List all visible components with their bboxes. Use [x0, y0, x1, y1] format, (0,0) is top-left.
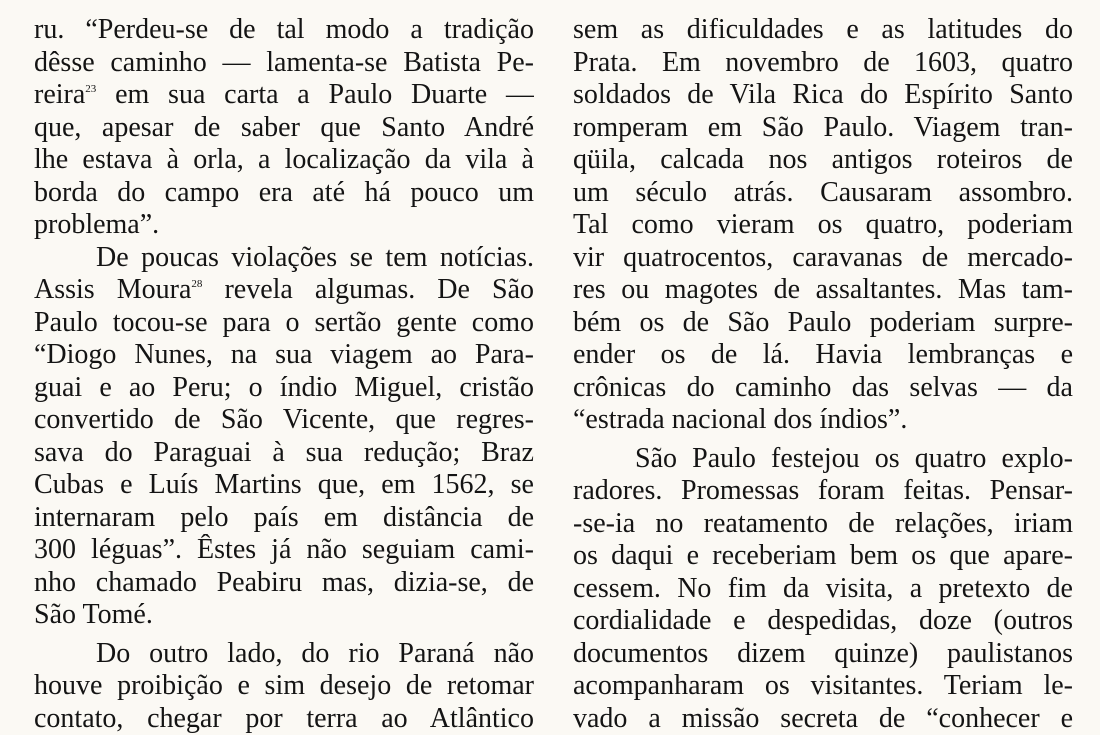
text-line: -se-ia no reatamento de relações, iriam: [573, 508, 1073, 541]
text-line: cessem. No fim da visita, a pretexto de: [573, 573, 1073, 606]
footnote-marker: 23: [85, 83, 96, 95]
text-line: vado a missão secreta de “conhecer e: [573, 703, 1073, 735]
right-column: [573, 14, 1073, 735]
footnote-lead-text: reira: [34, 79, 85, 110]
text-line: ender os de lá. Havia lembranças e: [573, 339, 1073, 372]
footnote-lead-text: Assis Moura: [34, 274, 191, 305]
text-line: houve proibição e sim desejo de retomar: [34, 670, 534, 703]
text-line: borda do campo era até há pouco um: [34, 177, 534, 210]
text-line: qüila, calcada nos antigos roteiros de: [573, 144, 1073, 177]
text-line: 300 léguas”. Êstes já não seguiam cami-: [34, 534, 534, 567]
text-line: Paulo tocou-se para o sertão gente como: [34, 307, 534, 340]
left-column: [34, 14, 534, 735]
text-line: vir quatrocentos, caravanas de mercado-: [573, 242, 1073, 275]
text-line: os daqui e receberiam bem os que apare-: [573, 540, 1073, 573]
text-line: sem as dificuldades e as latitudes do: [573, 14, 1073, 47]
text-line-with-footnote: [34, 79, 534, 112]
text-line: Cubas e Luís Martins que, em 1562, se: [34, 469, 534, 502]
text-line: bém os de São Paulo poderiam surpre-: [573, 307, 1073, 340]
text-line: problema”.: [34, 209, 534, 242]
text-line-remainder: em sua carta a Paulo Duarte —: [115, 79, 534, 110]
text-line: cordialidade e despedidas, doze (outros: [573, 605, 1073, 638]
text-line: Prata. Em novembro de 1603, quatro: [573, 47, 1073, 80]
paragraph-first-line: De poucas violações se tem notícias.: [34, 242, 534, 275]
text-line: que, apesar de saber que Santo André: [34, 112, 534, 145]
text-line: res ou magotes de assaltantes. Mas tam-: [573, 274, 1073, 307]
text-line: contato, chegar por terra ao Atlântico: [34, 703, 534, 735]
text-line: crônicas do caminho das selvas — da: [573, 372, 1073, 405]
text-line: lhe estava à orla, a localização da vila à: [34, 144, 534, 177]
text-line: nho chamado Peabiru mas, dizia-se, de: [34, 567, 534, 600]
text-line: soldados de Vila Rica do Espírito Santo: [573, 79, 1073, 112]
text-line: “Diogo Nunes, na sua viagem ao Para-: [34, 339, 534, 372]
text-line: dêsse caminho — lamenta-se Batista Pe-: [34, 47, 534, 80]
paragraph-first-line: São Paulo festejou os quatro explo-: [573, 443, 1073, 476]
text-line: sava do Paraguai à sua redução; Braz: [34, 437, 534, 470]
paragraph-first-line: Do outro lado, do rio Paraná não: [34, 638, 534, 671]
text-line: acompanharam os visitantes. Teriam le-: [573, 670, 1073, 703]
text-line: romperam em São Paulo. Viagem tran-: [573, 112, 1073, 145]
text-line: ru. “Perdeu-se de tal modo a tradição: [34, 14, 534, 47]
text-line: São Tomé.: [34, 599, 534, 632]
text-line-with-footnote: [34, 274, 534, 307]
text-line: convertido de São Vicente, que regres-: [34, 404, 534, 437]
text-line: “estrada nacional dos índios”.: [573, 404, 1073, 437]
text-line: guai e ao Peru; o índio Miguel, cristão: [34, 372, 534, 405]
text-line-remainder: revela algumas. De São: [224, 274, 534, 305]
text-line: Tal como vieram os quatro, poderiam: [573, 209, 1073, 242]
text-line: um século atrás. Causaram assombro.: [573, 177, 1073, 210]
footnote-marker: 28: [191, 278, 202, 290]
text-line: documentos dizem quinze) paulistanos: [573, 638, 1073, 671]
text-line: radores. Promessas foram feitas. Pensar-: [573, 475, 1073, 508]
text-line: internaram pelo país em distância de: [34, 502, 534, 535]
